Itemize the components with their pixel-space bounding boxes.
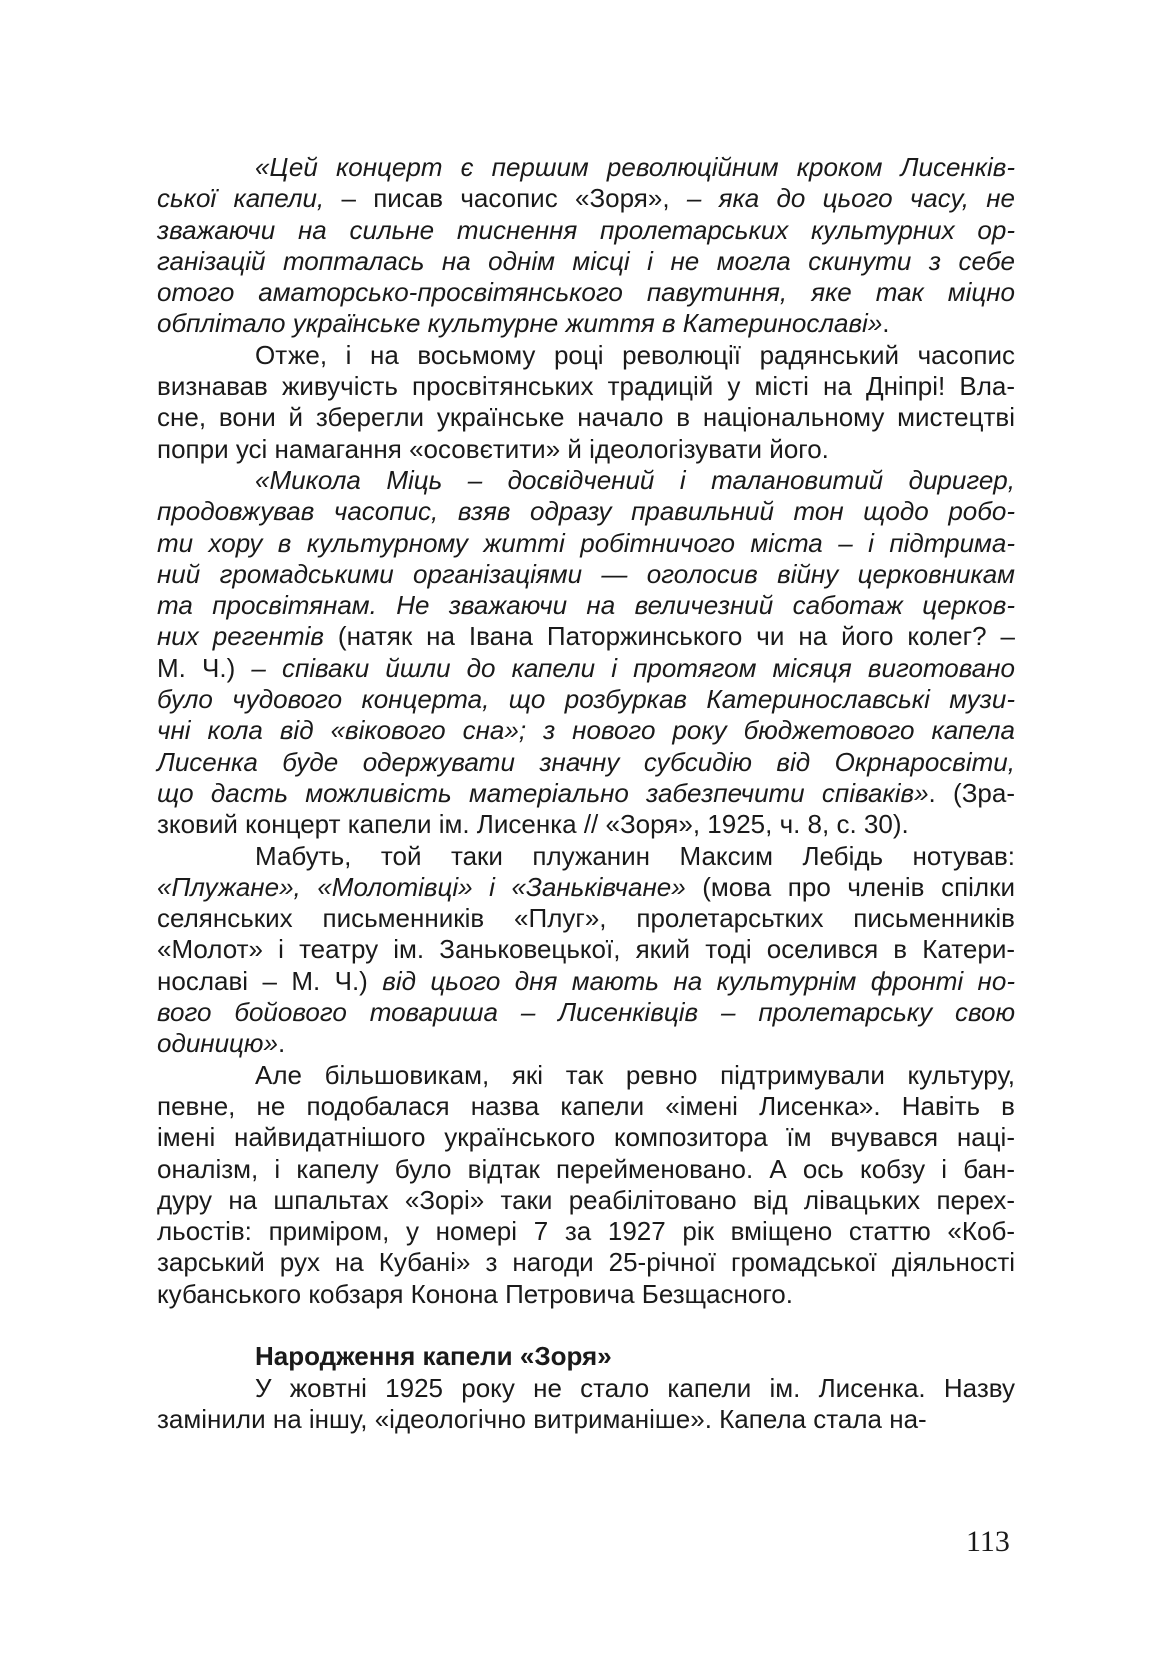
paragraph <box>157 465 1015 841</box>
italic-quote-segment: ганізацій топталась на однім місці і не могла скинути з себе <box>157 245 1015 276</box>
paragraph <box>157 340 1015 465</box>
italic-quote-segment: було чудового концерта, що розбуркав Катеринославські музи- <box>157 684 1015 715</box>
text-line <box>157 715 1015 746</box>
italic-quote-segment: «Микола Міць – досвідчений і талановитий диригер, <box>255 464 1015 495</box>
text-line <box>157 747 1015 778</box>
text-line <box>157 340 1015 371</box>
text-segment: . (Зра- <box>928 777 1015 808</box>
text-segment: «Молот» і театру ім. Заньковецької, який тоді оселився в Катери- <box>157 934 1015 965</box>
section-gap <box>157 1310 1015 1341</box>
text-line <box>157 778 1015 809</box>
text-line <box>157 434 1015 465</box>
text-line <box>157 215 1015 246</box>
text-segment: визнавав живучість просвітянських традицій у місті на Дніпрі! Вла- <box>157 371 1015 402</box>
text-segment: Отже, і на восьмому році революції радянський часопис <box>255 339 1015 370</box>
italic-quote-segment: – яка до цього часу, не <box>686 183 1016 214</box>
text-line <box>157 653 1015 684</box>
italic-quote-segment: продовжував часопис, взяв одразу правильний тон щодо робо- <box>157 496 1015 527</box>
text-line <box>157 903 1015 934</box>
text-line <box>157 1404 1015 1435</box>
text-line <box>157 402 1015 433</box>
italic-quote-segment: від цього дня мають на культурнім фронті но- <box>382 965 1015 996</box>
section-heading: Народження капели «Зоря» <box>255 1341 612 1372</box>
text-line <box>157 934 1015 965</box>
text-segment: попри усі намагання «осовєтити» й ідеологізувати його. <box>157 433 829 464</box>
text-line <box>157 966 1015 997</box>
italic-quote-segment: отого аматорсько-просвітянського павутиння, яке так міцно <box>157 277 1015 308</box>
text-line <box>157 152 1015 183</box>
text-segment: – писав часопис «Зоря», <box>341 183 687 214</box>
text-line <box>157 872 1015 903</box>
text-line <box>157 1154 1015 1185</box>
text-line <box>157 496 1015 527</box>
page-number: 113 <box>966 1525 1010 1558</box>
text-line <box>157 590 1015 621</box>
text-line <box>157 1216 1015 1247</box>
text-segment: селянських письменників «Плуг», пролетарсьтких письменників <box>157 903 1015 934</box>
paragraph <box>157 1373 1015 1436</box>
text-segment: (мова про членів спілки <box>702 871 1015 902</box>
text-segment: оналізм, і капелу було відтак перейменовано. А ось кобзу і бан- <box>157 1153 1015 1184</box>
text-segment: нославі – М. Ч.) <box>157 965 383 996</box>
italic-quote-segment: – співаки йшли до капели і протягом місяця виготовано <box>251 652 1015 683</box>
italic-quote-segment: Лисенка буде одержувати значну субсидію від Окрнаросвіти, <box>157 746 1015 777</box>
text-line <box>157 308 1015 339</box>
text-segment: сне, вони й зберегли українське начало в національному мистецтві <box>157 402 1015 433</box>
text-line <box>157 684 1015 715</box>
italic-quote-segment: та просвітянам. Не зважаючи на величезний саботаж церков- <box>157 590 1015 621</box>
italic-quote-segment: ний громадськими організаціями — оголосив війну церковникам <box>157 558 1015 589</box>
text-line <box>157 559 1015 590</box>
text-line <box>157 1373 1015 1404</box>
text-line <box>157 465 1015 496</box>
text-line <box>157 371 1015 402</box>
text-line <box>157 841 1015 872</box>
text-segment: дуру на шпальтах «Зорі» таки реабілітовано від лівацьких перех- <box>157 1184 1015 1215</box>
paragraph <box>157 841 1015 1060</box>
text-segment: . <box>882 308 890 339</box>
text-line <box>157 621 1015 652</box>
italic-quote-segment: ти хору в культурному житті робітничого міста – і підтрима- <box>157 527 1015 558</box>
text-segment: (натяк на Івана Паторжинського чи на його колег? – <box>337 621 1015 652</box>
text-line <box>157 1060 1015 1091</box>
text-segment: льостів: приміром, у номері 7 за 1927 рік вміщено статтю «Коб- <box>157 1216 1015 1247</box>
text-segment: зарський рух на Кубані» з нагоди 25-річної громадської діяльності <box>157 1247 1015 1278</box>
italic-quote-segment: «Плужане», «Молотівці» і «Заньківчане» <box>157 871 703 902</box>
text-line <box>157 246 1015 277</box>
text-line <box>157 1091 1015 1122</box>
italic-quote-segment: «Цей концерт є першим революційним кроком Лисенків- <box>255 152 1015 182</box>
italic-quote-segment: що дасть можливість матеріально забезпечити співаків» <box>157 777 929 808</box>
text-line <box>157 1122 1015 1153</box>
text-line <box>157 528 1015 559</box>
text-line <box>157 1185 1015 1216</box>
text-line <box>157 1279 1015 1310</box>
text-segment: У жовтні 1925 року не стало капели ім. Лисенка. Назву <box>255 1372 1015 1403</box>
final-paragraph <box>157 1373 1015 1436</box>
text-segment: кубанського кобзаря Конона Петровича Безщасного. <box>157 1278 793 1309</box>
text-segment: Але більшовикам, які так ревно підтримували культуру, <box>255 1059 1015 1090</box>
body-text <box>157 152 1015 1435</box>
italic-quote-segment: ської капели, <box>157 183 342 214</box>
text-line <box>157 1028 1015 1059</box>
paragraph <box>157 152 1015 340</box>
text-segment: зковий концерт капели ім. Лисенка // «Зоря», 1925, ч. 8, с. 30). <box>157 809 909 840</box>
text-segment: імені найвидатнішого українського композитора їм вчувався наці- <box>157 1122 1015 1153</box>
italic-quote-segment: них регентів <box>157 621 338 652</box>
paragraphs <box>157 152 1015 1310</box>
text-segment: . <box>277 1028 286 1059</box>
text-line <box>157 809 1015 840</box>
text-segment: певне, не подобалася назва капели «імені Лисенка». Навіть в <box>157 1090 1015 1121</box>
italic-quote-segment: одиницю» <box>157 1028 278 1059</box>
text-line <box>157 997 1015 1028</box>
text-line <box>157 1247 1015 1278</box>
text-line <box>157 277 1015 308</box>
text-segment: Мабуть, той таки плужанин Максим Лебідь нотував: <box>255 840 1015 871</box>
text-segment: замінили на іншу, «ідеологічно витриманіше». Капела стала на- <box>157 1403 927 1434</box>
text-segment: М. Ч.) <box>157 652 252 683</box>
italic-quote-segment: вого бойового товариша – Лисенківців – пролетарську свою <box>157 997 1015 1028</box>
text-line <box>157 183 1015 214</box>
italic-quote-segment: зважаючи на сильне тиснення пролетарських культурних ор- <box>157 214 1015 245</box>
italic-quote-segment: обплітало українське культурне життя в Катеринославі» <box>157 308 883 339</box>
paragraph <box>157 1060 1015 1310</box>
italic-quote-segment: чні кола від «вікового сна»; з нового року бюджетового капела <box>157 715 1015 746</box>
